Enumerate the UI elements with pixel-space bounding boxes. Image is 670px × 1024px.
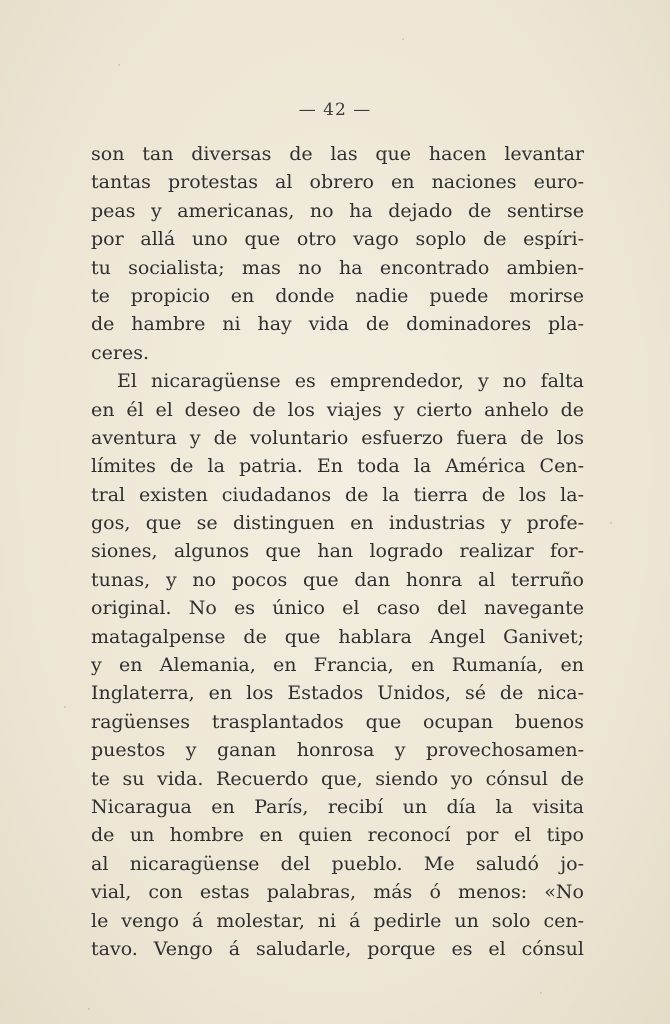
- body-text: [91, 140, 584, 963]
- text-line: tu socialista; mas no ha encontrado ambien-: [91, 256, 584, 279]
- paper-speck: [402, 38, 404, 40]
- text-line: de hambre ni hay vida de dominadores pla-: [91, 313, 584, 336]
- text-line: Nicaragua en París, recibí un día la visita: [91, 795, 584, 818]
- text-line: original. No es único el caso del navegante: [91, 597, 584, 620]
- text-line: Inglaterra, en los Estados Unidos, sé de nica-: [91, 682, 584, 705]
- text-line: y en Alemania, en Francia, en Rumanía, en: [91, 654, 584, 677]
- text-line: te propicio en donde nadie puede morirse: [91, 284, 584, 307]
- text-line: tunas, y no pocos que dan honra al terruño: [91, 568, 584, 591]
- text-line: de un hombre en quien reconocí por el tipo: [91, 824, 584, 847]
- text-line: le vengo á molestar, ni á pedirle un solo cen-: [91, 909, 584, 932]
- text-line: tral existen ciudadanos de la tierra de los la-: [91, 483, 584, 506]
- text-line: El nicaragüense es emprendedor, y no falta: [117, 370, 584, 393]
- paper-speck: [118, 64, 120, 66]
- text-line: en él el deseo de los viajes y cierto anhelo de: [91, 398, 584, 421]
- text-line: gos, que se distinguen en industrias y profe-: [91, 512, 584, 535]
- text-line: tavo. Vengo á saludarle, porque es el cónsul: [91, 937, 584, 960]
- text-line: puestos y ganan honrosa y provechosamen-: [91, 739, 584, 762]
- text-line: matagalpense de que hablara Angel Ganivet;: [91, 625, 584, 648]
- text-line: vial, con estas palabras, más ó menos: «No: [91, 881, 584, 904]
- text-line: al nicaragüense del pueblo. Me saludó jo-: [91, 852, 584, 875]
- text-line: tantas protestas al obrero en naciones euro-: [91, 171, 584, 194]
- text-line: límites de la patria. En toda la América Cen-: [91, 455, 584, 478]
- text-line: son tan diversas de las que hacen levantar: [91, 143, 584, 165]
- paper-speck: [88, 1008, 90, 1010]
- page-number: — 42 —: [298, 100, 372, 120]
- text-line: aventura y de voluntario esfuerzo fuera de los: [91, 426, 584, 449]
- text-line: por allá uno que otro vago soplo de espíri-: [91, 228, 584, 251]
- text-line: te su vida. Recuerdo que, siendo yo cónsul de: [91, 767, 584, 790]
- text-line: siones, algunos que han logrado realizar for-: [91, 540, 584, 563]
- text-line: ceres.: [91, 341, 150, 364]
- text-line: peas y americanas, no ha dejado de sentirse: [91, 199, 584, 222]
- text-line: ragüenses trasplantados que ocupan buenos: [91, 710, 584, 733]
- paper-speck: [540, 992, 542, 994]
- paper-speck: [64, 706, 66, 708]
- paper-speck: [610, 522, 612, 524]
